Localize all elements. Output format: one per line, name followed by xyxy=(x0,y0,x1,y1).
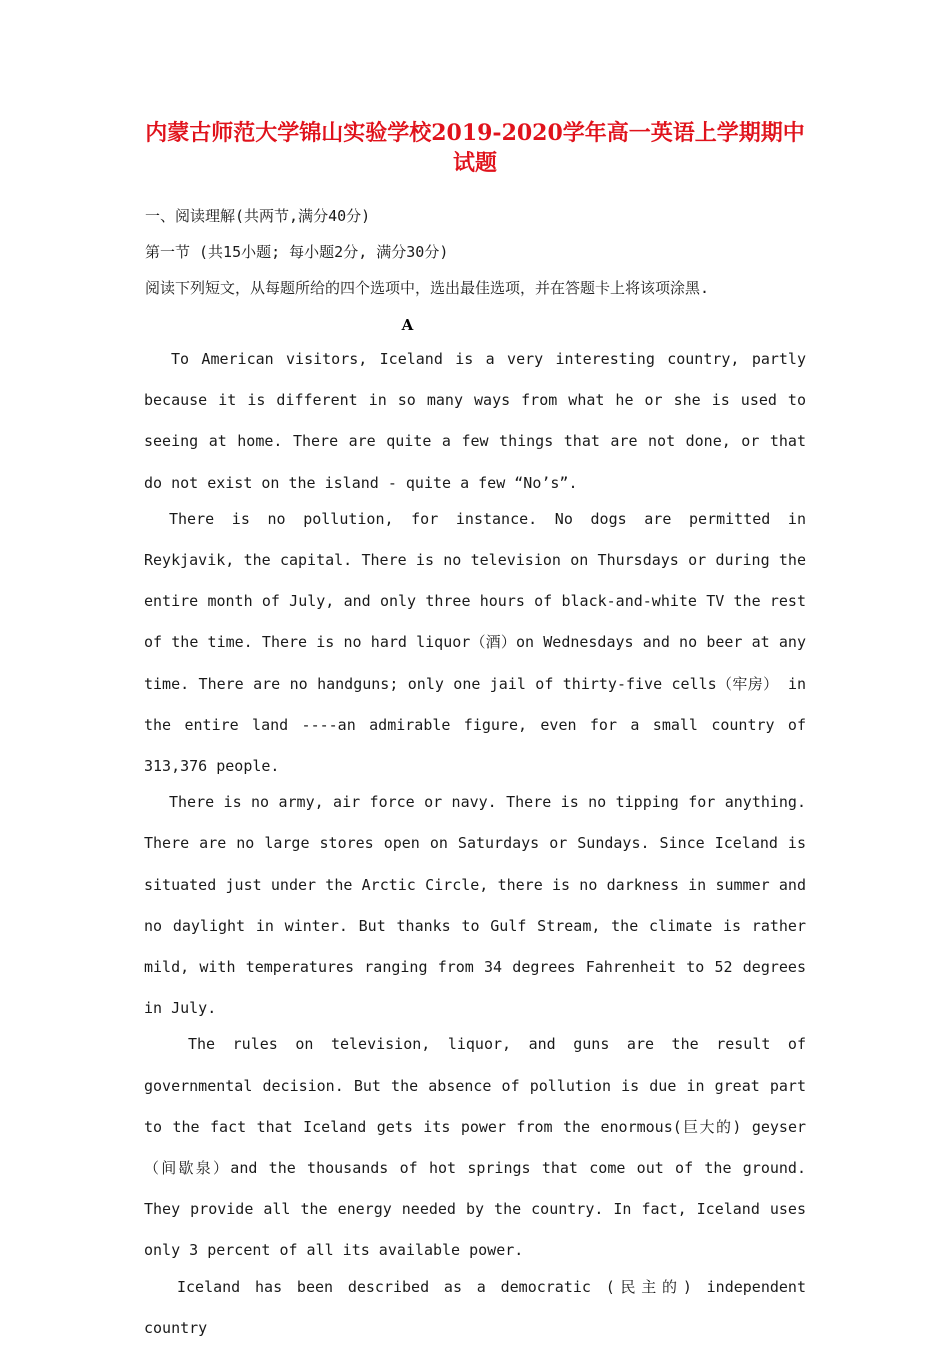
title-line-2: 试题 xyxy=(452,150,497,176)
section-heading: 一、阅读理解(共两节,满分40分) xyxy=(145,207,371,225)
title-line-1: 内蒙古师范大学锦山实验学校2019-2020学年高一英语上学期期中 xyxy=(145,120,805,146)
paragraph-3: There is no army, air force or navy. There is no tipping for anything. There are no large stores open on Saturdays or Sundays. Since Iceland is situated just under the Arctic Circle, there is no darkness in summer and no daylight in winter. But thanks to Gulf Stream, the climate is rather mild, with temperatures ranging from 34 degrees Fahrenheit to 52 degrees in July. xyxy=(144,793,806,1018)
passage-label: A xyxy=(401,316,414,334)
paragraph-2: There is no pollution, for instance. No dogs are permitted in Reykjavik, the capital. There is no television on Thursdays or during the entire month of July, and only three hours of black-and-white TV the rest of the time. There is no hard liquor（酒）on Wednesdays and no beer at any time. There are no handguns; only one jail of thirty-five cells（牢房） in the entire land ----an admirable figure, even for a small country of 313,376 people. xyxy=(144,509,806,776)
passage-body xyxy=(144,339,806,1349)
paragraph-1: To American visitors, Iceland is a very interesting country, partly because it is different in so many ways from what he or she is used to seeing at home. There are quite a few things that are not done, or that do not exist on the island - quite a few “No’s”. xyxy=(144,350,806,492)
document-title xyxy=(140,118,810,178)
part-heading: 第一节 (共15小题; 每小题2分, 满分30分) xyxy=(145,243,449,261)
paragraph-4: The rules on television, liquor, and guns are the result of governmental decision. But the absence of pollution is due in great part to the fact that Iceland gets its power from the enormous(巨大的) geyser（间歇泉）and the thousands of hot springs that come out of the ground. They provide all the energy needed by the country. In fact, Iceland uses only 3 percent of all its available power. xyxy=(144,1035,806,1260)
instructions: 阅读下列短文，从每题所给的四个选项中，选出最佳选项，并在答题卡上将该项涂黑. xyxy=(145,279,710,297)
paragraph-5: Iceland has been described as a democratic (民主的) independent country xyxy=(144,1277,806,1337)
